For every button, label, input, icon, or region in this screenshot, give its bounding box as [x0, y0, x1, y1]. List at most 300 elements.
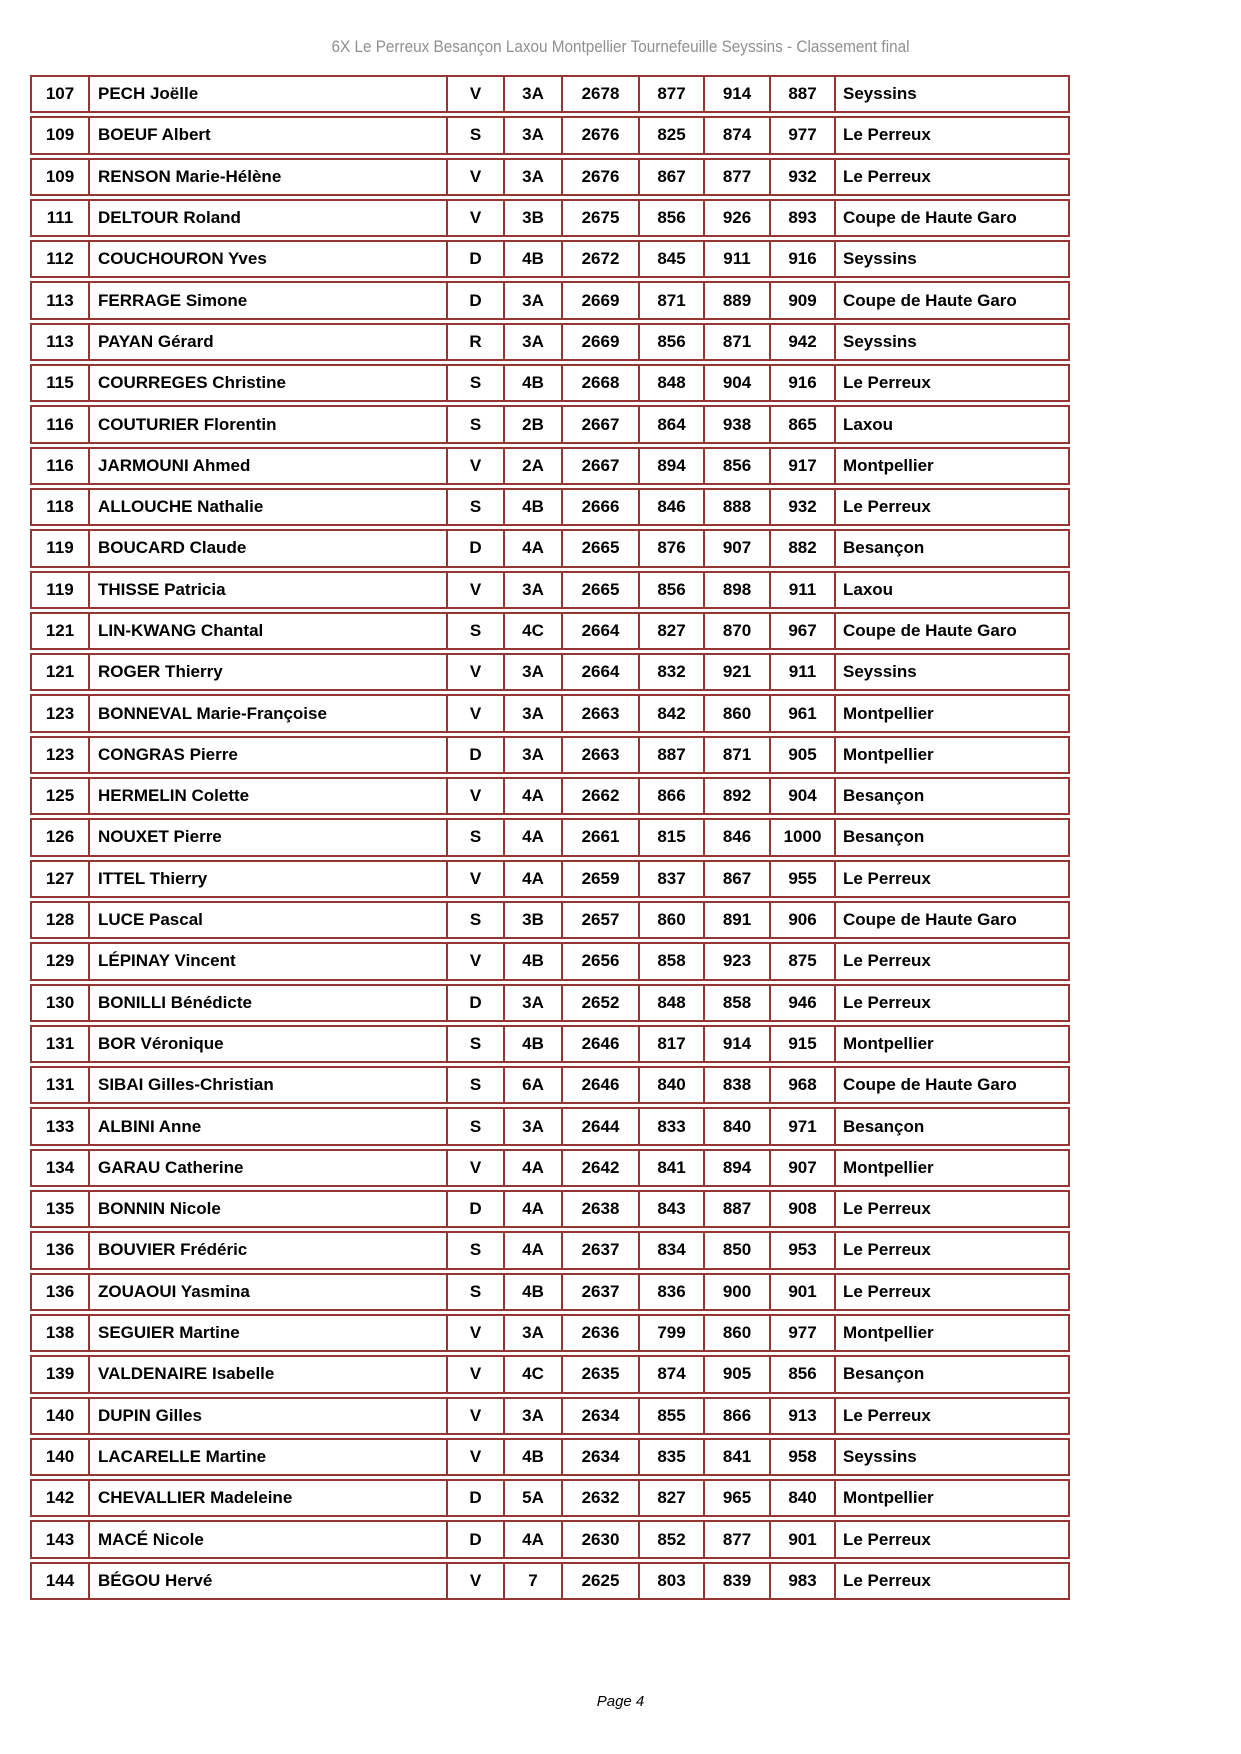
round2-cell: 892: [703, 779, 769, 813]
club-cell: Montpellier: [834, 738, 1068, 772]
club-cell: Laxou: [834, 407, 1068, 441]
table-row: [30, 984, 1070, 1022]
total-cell: 2637: [561, 1233, 638, 1267]
table-row: [30, 281, 1070, 319]
round3-cell: 971: [769, 1109, 834, 1143]
rank-cell: 128: [45, 910, 75, 930]
series-cell: 5A: [503, 1481, 561, 1515]
name-cell: DELTOUR Roland: [88, 201, 446, 235]
club-cell: Seyssins: [834, 77, 1068, 111]
name-cell: ITTEL Thierry: [88, 862, 446, 896]
table-row: [30, 1314, 1070, 1352]
name-cell: NOUXET Pierre: [88, 820, 446, 854]
series-cell: 4A: [503, 1192, 561, 1226]
club-cell: Seyssins: [834, 655, 1068, 689]
total-cell: 2644: [561, 1109, 638, 1143]
name-cell: PECH Joëlle: [88, 77, 446, 111]
round2-cell: 887: [703, 1192, 769, 1226]
club-cell: Coupe de Haute Garo: [834, 1068, 1068, 1102]
series-cell: 4B: [503, 1275, 561, 1309]
rank-cell: 113: [46, 290, 74, 310]
total-cell: 2637: [561, 1275, 638, 1309]
total-cell: 2664: [561, 614, 638, 648]
club-cell: Le Perreux: [834, 1399, 1068, 1433]
club-cell: Le Perreux: [834, 1564, 1068, 1598]
club-cell: Le Perreux: [834, 1275, 1068, 1309]
round2-cell: 840: [703, 1109, 769, 1143]
round2-cell: 850: [703, 1233, 769, 1267]
rank-cell: 126: [45, 827, 75, 847]
club-cell: Le Perreux: [834, 366, 1068, 400]
club-cell: Montpellier: [834, 1027, 1068, 1061]
table-row: [30, 323, 1070, 361]
total-cell: 2659: [561, 862, 638, 896]
name-cell: ALLOUCHE Nathalie: [88, 490, 446, 524]
round3-cell: 882: [769, 531, 834, 565]
round3-cell: 906: [769, 903, 834, 937]
club-cell: Coupe de Haute Garo: [834, 903, 1068, 937]
series-cell: 4C: [503, 1357, 561, 1391]
rank-cell: 109: [45, 166, 75, 186]
round1-cell: 837: [638, 862, 703, 896]
club-cell: Le Perreux: [834, 1522, 1068, 1556]
club-cell: Seyssins: [834, 1440, 1068, 1474]
category-cell: D: [446, 1481, 503, 1515]
total-cell: 2634: [561, 1399, 638, 1433]
table-row: [30, 571, 1070, 609]
rank-cell: 133: [45, 1116, 75, 1136]
round2-cell: 914: [703, 1027, 769, 1061]
category-cell: D: [446, 1192, 503, 1226]
round2-cell: 905: [703, 1357, 769, 1391]
total-cell: 2662: [561, 779, 638, 813]
round1-cell: 827: [638, 614, 703, 648]
name-cell: BONNEVAL Marie-Françoise: [88, 696, 446, 730]
series-cell: 3A: [503, 118, 561, 152]
series-cell: 4A: [503, 820, 561, 854]
category-cell: V: [446, 1357, 503, 1391]
total-cell: 2635: [561, 1357, 638, 1391]
series-cell: 4A: [503, 1233, 561, 1267]
table-row: [30, 1149, 1070, 1187]
club-cell: Montpellier: [834, 449, 1068, 483]
round3-cell: 953: [769, 1233, 834, 1267]
name-cell: ZOUAOUI Yasmina: [88, 1275, 446, 1309]
category-cell: V: [446, 944, 503, 978]
round1-cell: 866: [638, 779, 703, 813]
round3-cell: 958: [769, 1440, 834, 1474]
name-cell: ROGER Thierry: [88, 655, 446, 689]
round1-cell: 856: [638, 325, 703, 359]
table-row: [30, 736, 1070, 774]
round2-cell: 846: [703, 820, 769, 854]
round1-cell: 864: [638, 407, 703, 441]
club-cell: Le Perreux: [834, 944, 1068, 978]
round3-cell: 840: [769, 1481, 834, 1515]
table-row: [30, 447, 1070, 485]
round1-cell: 835: [638, 1440, 703, 1474]
series-cell: 4A: [503, 531, 561, 565]
category-cell: V: [446, 449, 503, 483]
category-cell: S: [446, 1233, 503, 1267]
series-cell: 2A: [503, 449, 561, 483]
category-cell: V: [446, 573, 503, 607]
round1-cell: 825: [638, 118, 703, 152]
round3-cell: 916: [769, 366, 834, 400]
series-cell: 3A: [503, 696, 561, 730]
round2-cell: 888: [703, 490, 769, 524]
club-cell: Le Perreux: [834, 490, 1068, 524]
category-cell: V: [446, 1564, 503, 1598]
category-cell: D: [446, 1522, 503, 1556]
round2-cell: 838: [703, 1068, 769, 1102]
category-cell: D: [446, 986, 503, 1020]
series-cell: 4A: [503, 862, 561, 896]
club-cell: Besançon: [834, 820, 1068, 854]
round2-cell: 904: [703, 366, 769, 400]
category-cell: S: [446, 614, 503, 648]
table-row: [30, 529, 1070, 567]
series-cell: 7: [503, 1564, 561, 1598]
category-cell: V: [446, 77, 503, 111]
total-cell: 2634: [561, 1440, 638, 1474]
rank-cell: 142: [45, 1488, 75, 1508]
round3-cell: 901: [769, 1522, 834, 1556]
round3-cell: 887: [769, 77, 834, 111]
round1-cell: 840: [638, 1068, 703, 1102]
club-cell: Besançon: [834, 1109, 1068, 1143]
series-cell: 6A: [503, 1068, 561, 1102]
round1-cell: 832: [638, 655, 703, 689]
name-cell: ALBINI Anne: [88, 1109, 446, 1143]
round1-cell: 799: [638, 1316, 703, 1350]
round1-cell: 856: [638, 573, 703, 607]
rank-cell: 136: [45, 1281, 75, 1301]
round1-cell: 887: [638, 738, 703, 772]
rank-cell: 140: [45, 1405, 75, 1425]
round3-cell: 946: [769, 986, 834, 1020]
round3-cell: 893: [769, 201, 834, 235]
round3-cell: 961: [769, 696, 834, 730]
round2-cell: 911: [703, 242, 769, 276]
round1-cell: 827: [638, 1481, 703, 1515]
rank-cell: 127: [45, 868, 75, 888]
club-cell: Le Perreux: [834, 118, 1068, 152]
round2-cell: 877: [703, 160, 769, 194]
round2-cell: 889: [703, 283, 769, 317]
round3-cell: 911: [769, 573, 834, 607]
total-cell: 2663: [561, 696, 638, 730]
round2-cell: 860: [703, 1316, 769, 1350]
round2-cell: 841: [703, 1440, 769, 1474]
club-cell: Montpellier: [834, 1151, 1068, 1185]
table-row: [30, 653, 1070, 691]
round2-cell: 867: [703, 862, 769, 896]
series-cell: 3A: [503, 1109, 561, 1143]
total-cell: 2646: [561, 1027, 638, 1061]
total-cell: 2668: [561, 366, 638, 400]
rank-cell: 113: [46, 331, 74, 351]
round2-cell: 858: [703, 986, 769, 1020]
name-cell: JARMOUNI Ahmed: [88, 449, 446, 483]
round2-cell: 923: [703, 944, 769, 978]
total-cell: 2665: [561, 531, 638, 565]
round3-cell: 968: [769, 1068, 834, 1102]
round1-cell: 842: [638, 696, 703, 730]
rank-cell: 121: [45, 662, 75, 682]
name-cell: MACÉ Nicole: [88, 1522, 446, 1556]
round2-cell: 874: [703, 118, 769, 152]
page-title: 6X Le Perreux Besançon Laxou Montpellier Tournefeuille Seyssins - Classement final: [331, 37, 910, 56]
table-row: [30, 901, 1070, 939]
name-cell: FERRAGE Simone: [88, 283, 446, 317]
round3-cell: 983: [769, 1564, 834, 1598]
category-cell: V: [446, 1151, 503, 1185]
rank-cell: 144: [45, 1570, 75, 1590]
round3-cell: 856: [769, 1357, 834, 1391]
category-cell: V: [446, 1399, 503, 1433]
table-row: [30, 1190, 1070, 1228]
total-cell: 2652: [561, 986, 638, 1020]
club-cell: Seyssins: [834, 325, 1068, 359]
total-cell: 2676: [561, 118, 638, 152]
round2-cell: 907: [703, 531, 769, 565]
series-cell: 2B: [503, 407, 561, 441]
total-cell: 2642: [561, 1151, 638, 1185]
name-cell: DUPIN Gilles: [88, 1399, 446, 1433]
round2-cell: 938: [703, 407, 769, 441]
category-cell: D: [446, 738, 503, 772]
table-row: [30, 694, 1070, 732]
round1-cell: 845: [638, 242, 703, 276]
total-cell: 2657: [561, 903, 638, 937]
round3-cell: 977: [769, 1316, 834, 1350]
club-cell: Le Perreux: [834, 160, 1068, 194]
rank-cell: 140: [45, 1446, 75, 1466]
total-cell: 2632: [561, 1481, 638, 1515]
total-cell: 2636: [561, 1316, 638, 1350]
round2-cell: 860: [703, 696, 769, 730]
rank-cell: 136: [45, 1240, 75, 1260]
round3-cell: 901: [769, 1275, 834, 1309]
round3-cell: 865: [769, 407, 834, 441]
round3-cell: 955: [769, 862, 834, 896]
name-cell: LACARELLE Martine: [88, 1440, 446, 1474]
round3-cell: 913: [769, 1399, 834, 1433]
club-cell: Montpellier: [834, 696, 1068, 730]
round3-cell: 905: [769, 738, 834, 772]
table-row: [30, 818, 1070, 856]
club-cell: Besançon: [834, 1357, 1068, 1391]
round3-cell: 917: [769, 449, 834, 483]
club-cell: Le Perreux: [834, 1233, 1068, 1267]
series-cell: 4A: [503, 779, 561, 813]
category-cell: S: [446, 820, 503, 854]
rank-cell: 119: [46, 579, 74, 599]
name-cell: VALDENAIRE Isabelle: [88, 1357, 446, 1391]
name-cell: LÉPINAY Vincent: [88, 944, 446, 978]
rank-cell: 118: [46, 497, 74, 517]
round1-cell: 846: [638, 490, 703, 524]
round1-cell: 855: [638, 1399, 703, 1433]
series-cell: 3A: [503, 655, 561, 689]
round2-cell: 871: [703, 325, 769, 359]
total-cell: 2664: [561, 655, 638, 689]
round1-cell: 871: [638, 283, 703, 317]
round1-cell: 876: [638, 531, 703, 565]
category-cell: V: [446, 696, 503, 730]
total-cell: 2630: [561, 1522, 638, 1556]
category-cell: S: [446, 1275, 503, 1309]
club-cell: Montpellier: [834, 1316, 1068, 1350]
round2-cell: 866: [703, 1399, 769, 1433]
round3-cell: 977: [769, 118, 834, 152]
name-cell: THISSE Patricia: [88, 573, 446, 607]
series-cell: 4A: [503, 1522, 561, 1556]
rank-cell: 130: [45, 992, 75, 1012]
category-cell: S: [446, 1109, 503, 1143]
name-cell: LIN-KWANG Chantal: [88, 614, 446, 648]
round2-cell: 914: [703, 77, 769, 111]
rank-cell: 123: [45, 703, 75, 723]
round2-cell: 839: [703, 1564, 769, 1598]
table-row: [30, 1025, 1070, 1063]
round3-cell: 907: [769, 1151, 834, 1185]
round3-cell: 942: [769, 325, 834, 359]
table-row: [30, 1231, 1070, 1269]
round1-cell: 817: [638, 1027, 703, 1061]
club-cell: Besançon: [834, 531, 1068, 565]
round3-cell: 967: [769, 614, 834, 648]
series-cell: 4B: [503, 242, 561, 276]
round2-cell: 870: [703, 614, 769, 648]
round2-cell: 877: [703, 1522, 769, 1556]
rank-cell: 138: [45, 1323, 75, 1343]
club-cell: Coupe de Haute Garo: [834, 201, 1068, 235]
round2-cell: 891: [703, 903, 769, 937]
rank-cell: 123: [45, 744, 75, 764]
series-cell: 3A: [503, 283, 561, 317]
total-cell: 2646: [561, 1068, 638, 1102]
total-cell: 2663: [561, 738, 638, 772]
category-cell: S: [446, 118, 503, 152]
round3-cell: 1000: [769, 820, 834, 854]
round2-cell: 856: [703, 449, 769, 483]
rank-cell: 111: [46, 208, 74, 228]
total-cell: 2625: [561, 1564, 638, 1598]
category-cell: S: [446, 490, 503, 524]
category-cell: S: [446, 407, 503, 441]
total-cell: 2676: [561, 160, 638, 194]
round3-cell: 911: [769, 655, 834, 689]
round1-cell: 867: [638, 160, 703, 194]
round1-cell: 815: [638, 820, 703, 854]
round2-cell: 898: [703, 573, 769, 607]
category-cell: S: [446, 366, 503, 400]
round1-cell: 848: [638, 986, 703, 1020]
name-cell: BONNIN Nicole: [88, 1192, 446, 1226]
series-cell: 3B: [503, 903, 561, 937]
category-cell: S: [446, 1068, 503, 1102]
table-row: [30, 1355, 1070, 1393]
total-cell: 2669: [561, 283, 638, 317]
rank-cell: 143: [45, 1529, 75, 1549]
club-cell: Besançon: [834, 779, 1068, 813]
round2-cell: 894: [703, 1151, 769, 1185]
category-cell: S: [446, 903, 503, 937]
rank-cell: 125: [45, 786, 75, 806]
table-row: [30, 116, 1070, 154]
category-cell: S: [446, 1027, 503, 1061]
table-row: [30, 405, 1070, 443]
table-row: [30, 199, 1070, 237]
rank-cell: 131: [45, 1075, 75, 1095]
ranking-table: [30, 75, 1070, 1603]
total-cell: 2666: [561, 490, 638, 524]
page-number: Page 4: [596, 1693, 645, 1710]
name-cell: BÉGOU Hervé: [88, 1564, 446, 1598]
series-cell: 3A: [503, 573, 561, 607]
round1-cell: 836: [638, 1275, 703, 1309]
name-cell: BOEUF Albert: [88, 118, 446, 152]
series-cell: 4B: [503, 1440, 561, 1474]
category-cell: V: [446, 862, 503, 896]
series-cell: 4C: [503, 614, 561, 648]
table-row: [30, 488, 1070, 526]
category-cell: V: [446, 779, 503, 813]
total-cell: 2669: [561, 325, 638, 359]
club-cell: Coupe de Haute Garo: [834, 614, 1068, 648]
club-cell: Le Perreux: [834, 862, 1068, 896]
series-cell: 3A: [503, 160, 561, 194]
rank-cell: 115: [46, 373, 74, 393]
round1-cell: 856: [638, 201, 703, 235]
table-row: [30, 240, 1070, 278]
category-cell: D: [446, 531, 503, 565]
table-row: [30, 860, 1070, 898]
round3-cell: 904: [769, 779, 834, 813]
round1-cell: 852: [638, 1522, 703, 1556]
rank-cell: 129: [45, 951, 75, 971]
round1-cell: 877: [638, 77, 703, 111]
series-cell: 4A: [503, 1151, 561, 1185]
name-cell: BOR Véronique: [88, 1027, 446, 1061]
name-cell: SEGUIER Martine: [88, 1316, 446, 1350]
round2-cell: 900: [703, 1275, 769, 1309]
series-cell: 3A: [503, 1316, 561, 1350]
round3-cell: 908: [769, 1192, 834, 1226]
total-cell: 2678: [561, 77, 638, 111]
round1-cell: 803: [638, 1564, 703, 1598]
table-row: [30, 1562, 1070, 1600]
rank-cell: 116: [46, 455, 74, 475]
rank-cell: 116: [46, 414, 74, 434]
round3-cell: 932: [769, 160, 834, 194]
round1-cell: 841: [638, 1151, 703, 1185]
name-cell: COUCHOURON Yves: [88, 242, 446, 276]
name-cell: CONGRAS Pierre: [88, 738, 446, 772]
name-cell: BONILLI Bénédicte: [88, 986, 446, 1020]
table-row: [30, 364, 1070, 402]
category-cell: D: [446, 242, 503, 276]
table-row: [30, 1273, 1070, 1311]
name-cell: PAYAN Gérard: [88, 325, 446, 359]
round2-cell: 965: [703, 1481, 769, 1515]
name-cell: CHEVALLIER Madeleine: [88, 1481, 446, 1515]
club-cell: Le Perreux: [834, 986, 1068, 1020]
category-cell: V: [446, 160, 503, 194]
rank-cell: 131: [45, 1033, 75, 1053]
